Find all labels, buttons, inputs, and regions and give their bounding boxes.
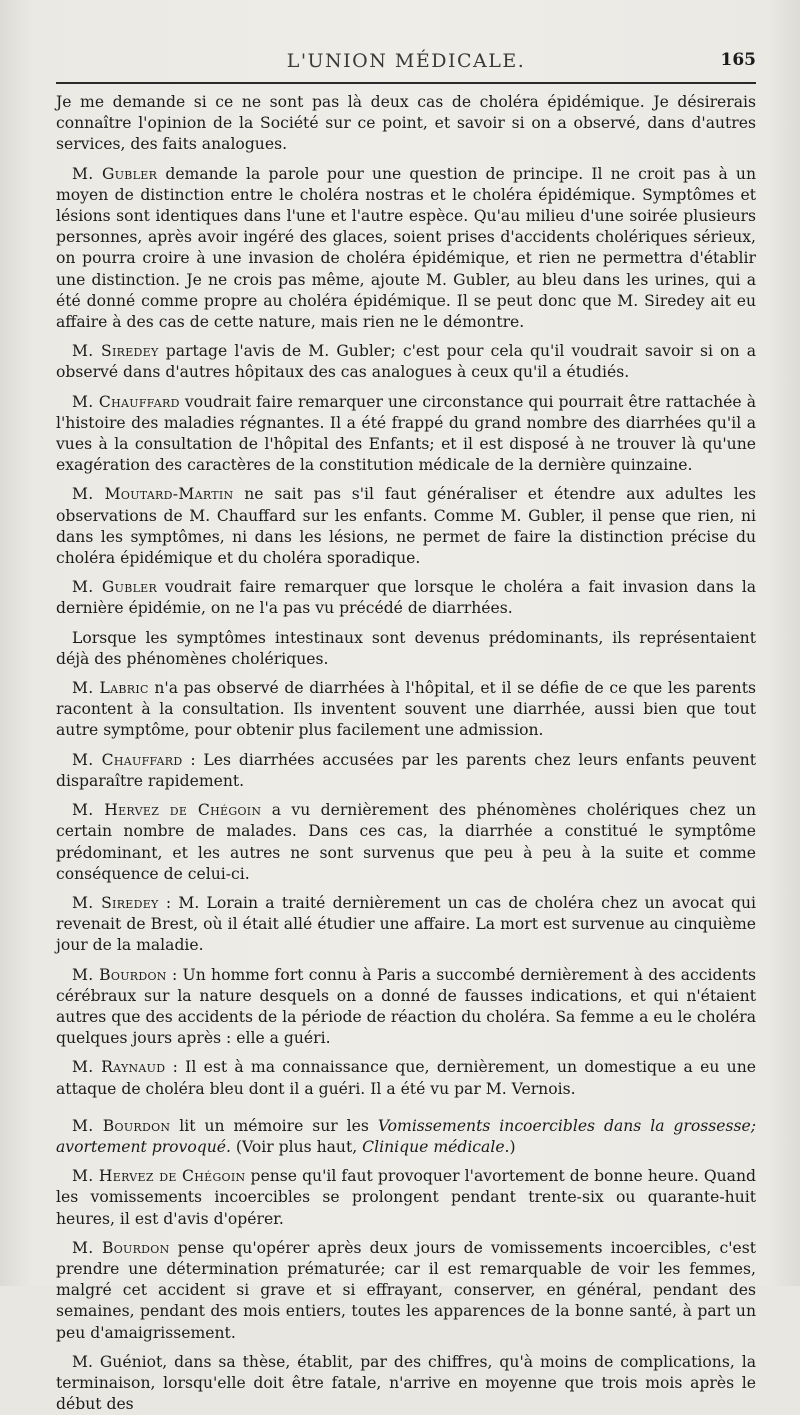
page-number: 165 xyxy=(720,50,756,70)
paragraph-text: partage l'avis de M. Gubler; c'est pour cela qu'il voudrait savoir si on a observé dans d'autres hôpitaux des cas analogues à ceux qu'il a étudiés. xyxy=(56,342,756,382)
speaker-name: M. Gubler xyxy=(72,578,158,597)
paragraph xyxy=(56,750,756,792)
paragraph xyxy=(56,577,756,619)
paragraph-text: ) xyxy=(509,1137,516,1156)
paragraph-text: ne sait pas s'il faut généraliser et étendre aux adultes les observations de M. Chauffard sur les enfants. Comme M. Gubler, il pense que rien, ni dans les symptômes, ni dans les lésions, ne permet de faire la distinction précise du choléra épidémique et du choléra sporadique. xyxy=(56,485,757,568)
paragraph xyxy=(56,678,756,742)
speaker-name: M. Labric xyxy=(72,679,149,698)
paragraph xyxy=(56,92,756,156)
header-rule xyxy=(56,82,756,84)
paragraph-text: demande la parole pour une question de principe. Il ne croit pas à un moyen de distinction entre le choléra nostras et le choléra épidémique. Symptômes et lésions sont identiques dans l'une et l'autre espèce. Qu'au milieu d'une soirée plusieurs personnes, après avoir ingéré des glaces, soient prises d'accidents cholériques sérieux, on pourra croire à une invasion de choléra épidémique, et rien ne permettra d'établir une distinction. Je ne crois pas même, ajoute M. Gubler, au bleu dans les urines, qui a été donné comme propre au choléra épidémique. Il se peut donc que M. Siredey ait eu affaire à des cas de cette nature, mais rien ne le démontre. xyxy=(56,164,756,332)
speaker-name: M. Moutard-Martin xyxy=(72,485,234,504)
speaker-name: M. Siredey xyxy=(72,342,159,361)
speaker-name: M. Raynaud xyxy=(72,1058,166,1077)
speaker-name: M. Siredey xyxy=(72,893,159,912)
paragraph xyxy=(56,965,756,1050)
paragraph xyxy=(56,1166,756,1230)
paragraph-text: a vu dernièrement des phénomènes cholériques chez un certain nombre de malades. Dans ces cas, la diarrhée a constitué le symptôme prédominant, et les autres ne sont survenus que peu à peu à la suite et comme conséquence de celui-ci. xyxy=(56,801,756,883)
paragraph xyxy=(56,800,756,885)
paragraph-text: pense qu'opérer après deux jours de vomissements incoercibles, c'est prendre une détermination prématurée; car il est remarquable de voir les femmes, malgré cet accident si grave et si effrayant, conserver, en général, pendant des semaines, pendant des mois entiers, toutes les apparences de la bonne santé, à part un peu d'amaigrissement. xyxy=(56,1238,757,1342)
running-header xyxy=(56,44,756,78)
paragraph-text: voudrait faire remarquer une circonstance qui pourrait être rattachée à l'histoire des maladies régnantes. Il a été frappé du grand nombre des diarrhées qu'il a vues à la consultation de l'hôpital des Enfants; et il est disposé à ne trouver là qu'une exagération des caractères de la constitution médicale de la dernière quinzaine. xyxy=(56,392,756,475)
paragraph-text: (Voir plus haut, xyxy=(230,1137,363,1156)
speaker-name: M. Chauffard xyxy=(72,392,180,411)
speaker-name: M. Hervez de Chégoin xyxy=(72,1167,246,1186)
paragraph-text: : Les diarrhées accusées par les parents chez leurs enfants peuvent disparaître rapidement. xyxy=(56,750,756,790)
italic-reference: Clinique médicale. xyxy=(362,1137,510,1156)
paragraph-text: pense qu'il faut provoquer l'avortement de bonne heure. Quand les vomissements incoercibles se prolongent pendant trente-six ou quarante-huit heures, il est d'avis d'opérer. xyxy=(56,1167,757,1228)
paragraph xyxy=(56,628,756,670)
speaker-name: M. Bourdon xyxy=(72,965,167,984)
italic-title: Vomissements incoercibles dans la grossesse; avortement provoqué. xyxy=(56,1116,756,1156)
paragraph-text: Je me demande si ce ne sont pas là deux cas de choléra épidémique. Je désirerais connaître l'opinion de la Société sur ce point, et savoir si on a observé, dans d'autres services, des faits analogues. xyxy=(56,93,756,154)
speaker-name: M. Bourdon xyxy=(72,1238,170,1257)
paragraph xyxy=(56,1238,756,1344)
paragraph-text: voudrait faire remarquer que lorsque le choléra a fait invasion dans la dernière épidémie, on ne l'a pas vu précédé de diarrhées. xyxy=(56,578,756,618)
paragraph xyxy=(56,1352,756,1415)
paragraph xyxy=(56,164,756,334)
paragraph-text: n'a pas observé de diarrhées à l'hôpital, et il se défie de ce que les parents racontent à la consultation. Ils inventent souvent une diarrhée, aussi bien que tout autre symptôme, pour obtenir plus facilement une admission. xyxy=(56,679,756,740)
paragraph-text: M. Guéniot, dans sa thèse, établit, par des chiffres, qu'à moins de complications, la terminaison, lorsqu'elle doit être fatale, n'arrive en moyenne que trois mois après le début des xyxy=(56,1352,756,1414)
paragraph xyxy=(56,392,756,477)
speaker-name: M. Hervez de Chégoin xyxy=(72,801,262,820)
paragraph xyxy=(56,893,756,957)
paragraph-text: : M. Lorain a traité dernièrement un cas de choléra chez un avocat qui revenait de Brest, où il était allé étudier une affaire. La mort est survenue au cinquième jour de la maladie. xyxy=(56,893,756,955)
paragraph-text: Lorsque les symptômes intestinaux sont devenus prédominants, ils représentaient déjà des phénomènes cholériques. xyxy=(56,628,756,668)
paragraph xyxy=(56,1057,756,1099)
article-body xyxy=(56,92,756,1415)
paragraph-text: : Il est à ma connaissance que, dernièrement, un domestique a eu une attaque de choléra bleu dont il a guéri. Il a été vu par M. Vernois. xyxy=(56,1058,756,1098)
paragraph xyxy=(56,484,756,569)
speaker-name: M. Bourdon xyxy=(72,1116,171,1135)
paragraph-text: : Un homme fort connu à Paris a succombé dernièrement à des accidents cérébraux sur la nature desquels on a donné de fausses indications, et qui n'étaient autres que des accidents de la période de réaction du choléra. Sa femme a eu le choléra quelques jours après : elle a guéri. xyxy=(56,965,757,1048)
paragraph xyxy=(56,1116,756,1158)
running-title: L'UNION MÉDICALE. xyxy=(286,50,526,72)
speaker-name: M. Chauffard xyxy=(72,750,183,769)
paragraph-text: lit un mémoire sur les xyxy=(170,1116,378,1135)
paragraph xyxy=(56,341,756,383)
speaker-name: M. Gubler xyxy=(72,164,158,183)
